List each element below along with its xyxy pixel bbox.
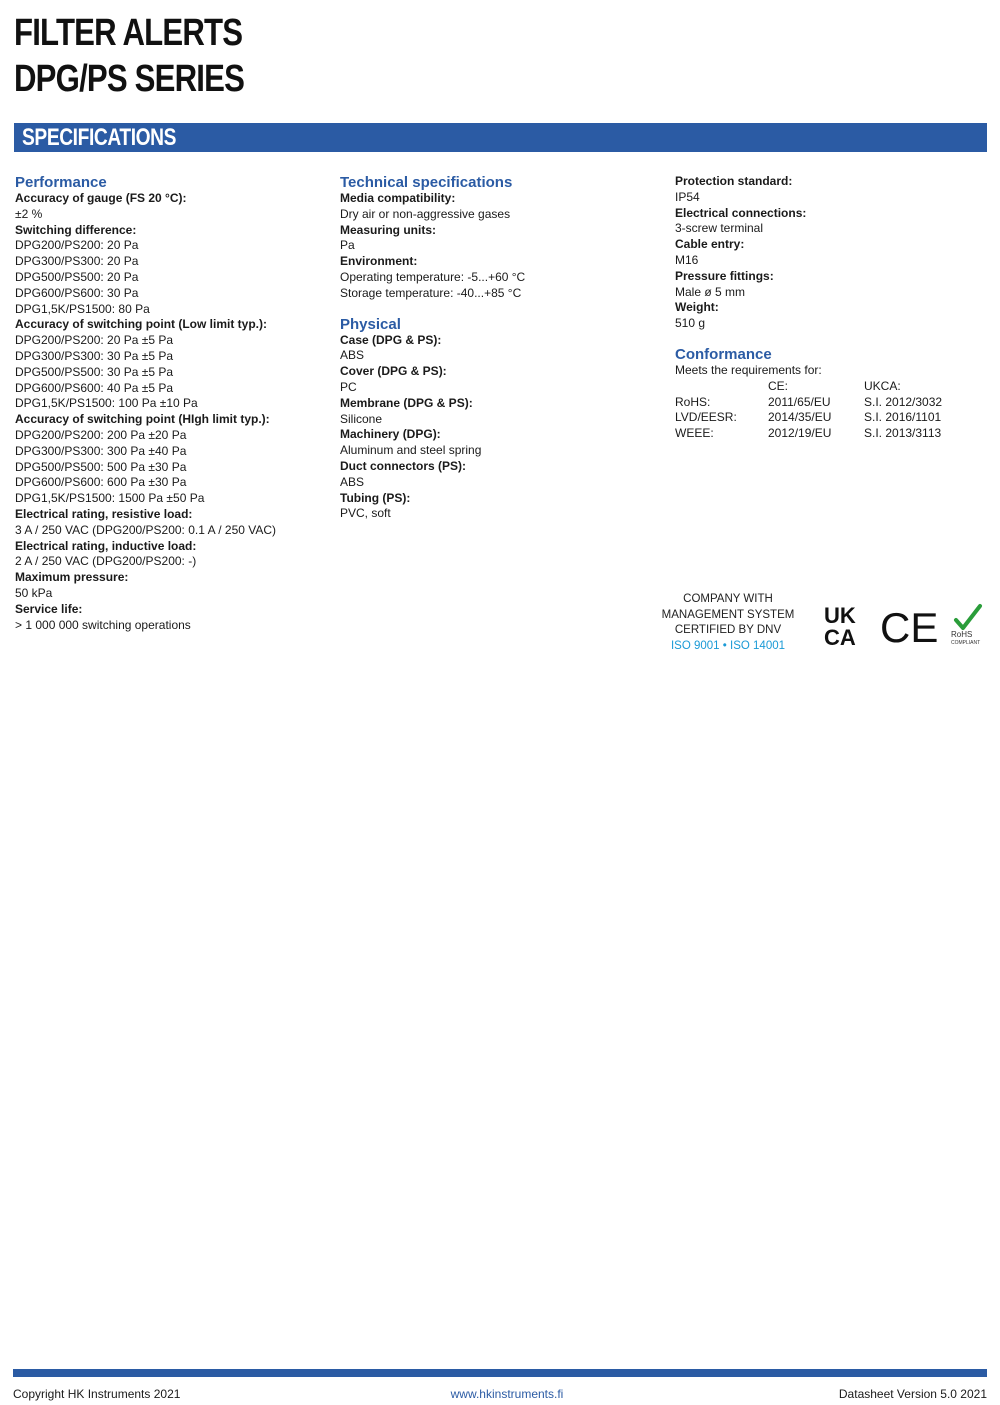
conformity-marks (824, 603, 989, 649)
iso-9001: ISO 9001 (670, 639, 720, 652)
conformance-intro: Meets the requirements for: (675, 362, 822, 377)
rohs-compliant: COMPLIANT (951, 640, 981, 646)
spec-value: PC (340, 379, 357, 394)
spec-label: Pressure fittings: (675, 268, 774, 283)
table-row (675, 426, 942, 442)
spec-value: Aluminum and steel spring (340, 443, 482, 458)
spec-value: DPG1,5K/PS1500: 80 Pa (15, 301, 150, 316)
conformance-header-blank (675, 379, 768, 395)
spec-value: Dry air or non-aggressive gases (340, 206, 511, 221)
dnv-certification (652, 592, 804, 654)
spec-value: ABS (340, 474, 365, 489)
iso-14001: ISO 14001 (730, 639, 785, 652)
spec-value: DPG1,5K/PS1500: 1500 Pa ±50 Pa (15, 491, 205, 506)
spec-value: ABS (340, 348, 365, 363)
title-line-2: DPG/PS SERIES (14, 58, 245, 100)
spec-label: Measuring units: (340, 222, 437, 237)
conformance-table (675, 379, 942, 442)
spec-label: Cable entry: (675, 237, 745, 252)
spec-value: Operating temperature: -5...+60 °C (340, 269, 526, 284)
footer-copyright: Copyright HK Instruments 2021 (13, 1387, 181, 1401)
spec-value: DPG600/PS600: 30 Pa (15, 285, 139, 300)
spec-value: 510 g (675, 316, 706, 331)
conformance-header-row (675, 379, 942, 395)
spec-label: Machinery (DPG): (340, 427, 441, 442)
spec-label: Protection standard: (675, 174, 793, 188)
conformance-name: WEEE: (675, 426, 714, 441)
spec-value: > 1 000 000 switching operations (15, 617, 191, 632)
other-list (675, 174, 975, 332)
rohs-check-icon (956, 606, 980, 628)
document-title (14, 10, 244, 102)
table-row (675, 395, 942, 411)
spec-label: Weight: (675, 300, 719, 315)
spec-label: Membrane (DPG & PS): (340, 395, 473, 410)
spec-value: Storage temperature: -40...+85 °C (340, 285, 522, 300)
spec-value: DPG300/PS300: 300 Pa ±40 Pa (15, 443, 187, 458)
spec-value: DPG200/PS200: 200 Pa ±20 Pa (15, 427, 187, 442)
cert-line-3: CERTIFIED BY DNV (674, 624, 782, 636)
spec-label: Accuracy of switching point (Low limit typ.): (15, 317, 268, 332)
spec-value: DPG1,5K/PS1500: 100 Pa ±10 Pa (15, 396, 198, 411)
spec-value: DPG300/PS300: 20 Pa (15, 254, 139, 269)
ukca-mark-bottom: CA (824, 625, 856, 649)
conformance-ce: 2014/35/EU (768, 410, 832, 425)
spec-label: Accuracy of switching point (HIgh limit typ.): (15, 412, 270, 427)
conformance-ukca: S.I. 2016/1101 (864, 410, 942, 425)
ukca-mark-top: UK (824, 603, 856, 628)
spec-label: Tubing (PS): (340, 490, 411, 505)
spec-value: DPG500/PS500: 500 Pa ±30 Pa (15, 459, 187, 474)
spec-label: Electrical rating, resistive load: (15, 506, 193, 521)
spec-label: Electrical rating, inductive load: (15, 538, 197, 553)
spec-value: 2 A / 250 VAC (DPG200/PS200: -) (15, 554, 197, 569)
physical-list (340, 333, 660, 523)
rohs-mark: RoHS (951, 630, 973, 639)
spec-label: Accuracy of gauge (FS 20 °C): (15, 191, 187, 205)
conformance-ce: 2012/19/EU (768, 426, 832, 441)
conformance-header-ukca: UKCA: (864, 378, 901, 393)
footer-website-link[interactable]: www.hkinstruments.fi (450, 1387, 564, 1401)
spec-value: DPG300/PS300: 30 Pa ±5 Pa (15, 348, 174, 363)
technical-list (340, 191, 660, 302)
specifications-band (14, 123, 987, 152)
spec-label: Case (DPG & PS): (340, 332, 442, 347)
conformance-heading: Conformance (675, 345, 772, 363)
performance-list (15, 191, 335, 633)
spec-value: Silicone (340, 411, 383, 426)
specifications-heading: SPECIFICATIONS (22, 124, 177, 151)
spec-value: DPG600/PS600: 600 Pa ±30 Pa (15, 475, 187, 490)
cert-line-1: COMPANY WITH (683, 593, 773, 605)
spec-label: Environment: (340, 254, 418, 269)
performance-column (15, 174, 335, 633)
conformance-ukca: S.I. 2012/3032 (864, 394, 943, 409)
spec-label: Electrical connections: (675, 205, 807, 220)
spec-value: PVC, soft (340, 506, 391, 521)
title-line-1: FILTER ALERTS (14, 12, 243, 54)
footer-version: Datasheet Version 5.0 2021 (838, 1387, 987, 1401)
conformance-name: LVD/EESR: (675, 410, 737, 425)
physical-heading: Physical (340, 315, 401, 333)
spec-label: Maximum pressure: (15, 570, 129, 585)
cert-iso-line (652, 639, 804, 655)
spec-value: DPG500/PS500: 30 Pa ±5 Pa (15, 364, 174, 379)
spec-label: Cover (DPG & PS): (340, 364, 447, 379)
conformance-header-ce: CE: (768, 378, 789, 393)
footer-band (13, 1369, 987, 1377)
spec-value: Pa (340, 238, 355, 253)
other-column (675, 174, 975, 442)
spec-label: Duct connectors (PS): (340, 458, 467, 473)
performance-heading: Performance (15, 174, 107, 191)
spec-value: 3 A / 250 VAC (DPG200/PS200: 0.1 A / 250 VAC) (15, 522, 277, 537)
spec-value: DPG200/PS200: 20 Pa (15, 238, 139, 253)
spec-value: ±2 % (15, 206, 43, 221)
spec-value: DPG500/PS500: 20 Pa (15, 269, 139, 284)
spec-label: Media compatibility: (340, 191, 456, 205)
technical-column (340, 174, 660, 522)
conformance-ukca: S.I. 2013/3113 (864, 426, 942, 441)
technical-heading: Technical specifications (340, 174, 513, 191)
spec-value: M16 (675, 252, 699, 267)
spec-label: Switching difference: (15, 222, 137, 237)
spec-value: 50 kPa (15, 585, 53, 600)
spec-value: 3-screw terminal (675, 221, 764, 236)
section-gap (340, 302, 660, 316)
section-gap (675, 332, 975, 346)
cert-line-2: MANAGEMENT SYSTEM (661, 608, 795, 621)
ce-mark: CE (880, 604, 939, 649)
spec-label: Service life: (15, 601, 83, 616)
spec-value: DPG200/PS200: 20 Pa ±5 Pa (15, 333, 174, 348)
spec-value: DPG600/PS600: 40 Pa ±5 Pa (15, 380, 174, 395)
table-row (675, 410, 942, 426)
conformance-ce: 2011/65/EU (768, 394, 831, 409)
spec-value: Male ø 5 mm (675, 284, 746, 299)
iso-separator: • (722, 639, 727, 652)
spec-value: IP54 (675, 189, 700, 204)
conformance-name: RoHS: (675, 394, 711, 409)
